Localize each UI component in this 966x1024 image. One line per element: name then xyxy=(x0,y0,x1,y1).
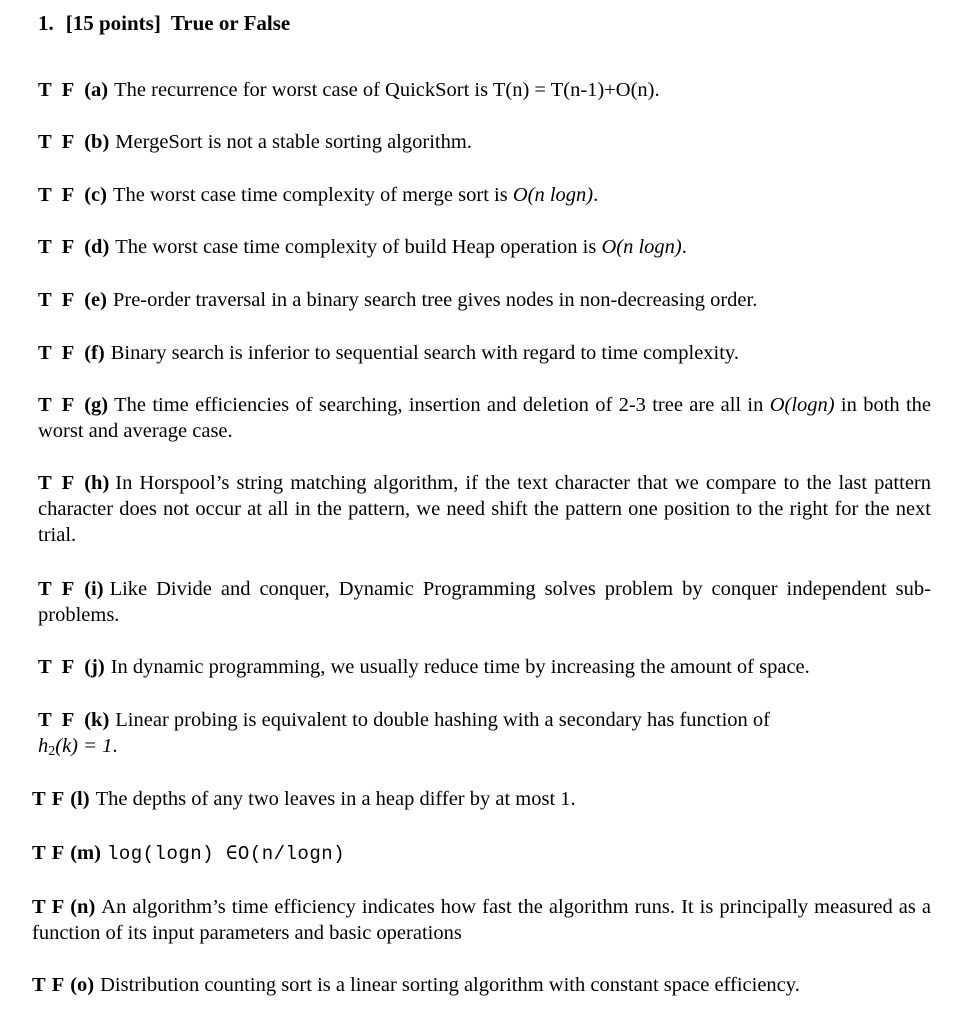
true-option[interactable]: T xyxy=(38,394,52,416)
true-option[interactable]: T xyxy=(38,184,52,206)
question-text-end: . xyxy=(112,735,118,757)
false-option[interactable]: F xyxy=(61,184,75,206)
true-option[interactable]: T xyxy=(38,709,52,731)
points-label: [15 points] xyxy=(65,11,161,35)
false-option[interactable]: F xyxy=(51,974,65,996)
section-title: True or False xyxy=(170,11,291,35)
true-option[interactable]: T xyxy=(38,236,52,258)
false-option[interactable]: F xyxy=(61,709,75,731)
question-text: The recurrence for worst case of QuickSort is T(n) = T(n-1)+O(n). xyxy=(114,79,660,101)
question-label: (l) xyxy=(70,788,90,810)
question-o xyxy=(32,972,931,998)
question-a xyxy=(38,77,931,103)
question-label: (c) xyxy=(84,184,107,206)
question-label: (a) xyxy=(84,79,109,101)
question-label: (i) xyxy=(84,578,104,600)
false-option[interactable]: F xyxy=(61,131,75,153)
question-text: An algorithm’s time efficiency indicates how fast the algorithm runs. It is principally measured as a function of its input parameters and basic operations xyxy=(32,896,931,944)
question-text: The worst case time complexity of build Heap operation is xyxy=(115,236,602,258)
question-e xyxy=(38,287,931,313)
false-option[interactable]: F xyxy=(61,79,75,101)
math-expression: O(n logn) xyxy=(601,236,682,258)
math-expression: O(n logn) xyxy=(512,184,594,206)
question-c xyxy=(38,182,931,208)
math-expression: (k) = 1 xyxy=(55,735,113,757)
false-option[interactable]: F xyxy=(61,394,75,416)
hash-function-line xyxy=(38,733,931,765)
question-label: (n) xyxy=(70,896,96,918)
false-option[interactable]: F xyxy=(51,896,65,918)
question-b xyxy=(38,129,931,155)
question-k xyxy=(38,707,931,765)
question-m xyxy=(32,840,925,867)
question-g xyxy=(38,392,931,444)
question-l xyxy=(32,786,925,812)
question-label: (o) xyxy=(70,974,95,996)
question-j xyxy=(38,654,931,680)
false-option[interactable]: F xyxy=(61,578,75,600)
false-option[interactable]: F xyxy=(51,842,65,864)
math-expression: O(logn) xyxy=(769,394,835,416)
question-text-end: in both the worst and average case. xyxy=(38,394,932,442)
false-option[interactable]: F xyxy=(61,289,75,311)
question-text-end: . xyxy=(681,236,687,258)
question-i xyxy=(38,576,931,628)
question-text-end: . xyxy=(593,184,599,206)
math-function-name: h xyxy=(38,735,49,757)
false-option[interactable]: F xyxy=(51,788,65,810)
true-option[interactable]: T xyxy=(32,842,46,864)
false-option[interactable]: F xyxy=(61,342,75,364)
question-text: Like Divide and conquer, Dynamic Programming solves problem by conquer independent sub-problems. xyxy=(38,578,931,626)
false-option[interactable]: F xyxy=(61,236,75,258)
true-option[interactable]: T xyxy=(38,131,52,153)
true-option[interactable]: T xyxy=(32,896,46,918)
true-option[interactable]: T xyxy=(38,656,52,678)
question-text: Distribution counting sort is a linear sorting algorithm with constant space efficiency. xyxy=(100,974,800,996)
question-text: In dynamic programming, we usually reduce time by increasing the amount of space. xyxy=(110,656,810,678)
true-option[interactable]: T xyxy=(38,472,52,494)
true-option[interactable]: T xyxy=(38,79,52,101)
question-text: Binary search is inferior to sequential search with regard to time complexity. xyxy=(110,342,739,364)
true-option[interactable]: T xyxy=(32,788,46,810)
false-option[interactable]: F xyxy=(61,472,75,494)
question-text: MergeSort is not a stable sorting algorithm. xyxy=(115,131,472,153)
math-subscript: 2 xyxy=(48,744,56,759)
question-label: (g) xyxy=(84,394,109,416)
question-label: (k) xyxy=(84,709,110,731)
question-text: Linear probing is equivalent to double hashing with a secondary has function of xyxy=(115,709,770,731)
question-label: (h) xyxy=(84,472,110,494)
question-text: The depths of any two leaves in a heap differ by at most 1. xyxy=(95,788,576,810)
question-d xyxy=(38,234,931,260)
question-n xyxy=(32,894,931,946)
false-option[interactable]: F xyxy=(61,656,75,678)
question-text: In Horspool’s string matching algorithm, if the text character that we compare to the last pattern character does not occur at all in the pattern, we need shift the pattern one position to the right for the next trial. xyxy=(38,472,931,546)
question-label: (j) xyxy=(84,656,105,678)
question-number: 1. xyxy=(38,11,54,35)
question-label: (m) xyxy=(70,842,101,864)
question-label: (d) xyxy=(84,236,110,258)
question-label: (e) xyxy=(84,289,107,311)
question-text: Pre-order traversal in a binary search tree gives nodes in non-decreasing order. xyxy=(112,289,758,311)
question-h xyxy=(38,470,931,548)
question-label: (b) xyxy=(84,131,110,153)
section-header xyxy=(38,11,290,36)
true-option[interactable]: T xyxy=(38,342,52,364)
true-option[interactable]: T xyxy=(32,974,46,996)
true-option[interactable]: T xyxy=(38,289,52,311)
code-expression: log(logn) ∈O(n/logn) xyxy=(106,843,346,865)
question-f xyxy=(38,340,931,366)
question-text: The worst case time complexity of merge sort is xyxy=(112,184,513,206)
question-label: (f) xyxy=(84,342,105,364)
question-text: The time efficiencies of searching, insertion and deletion of 2-3 tree are all in xyxy=(114,394,770,416)
true-option[interactable]: T xyxy=(38,578,52,600)
